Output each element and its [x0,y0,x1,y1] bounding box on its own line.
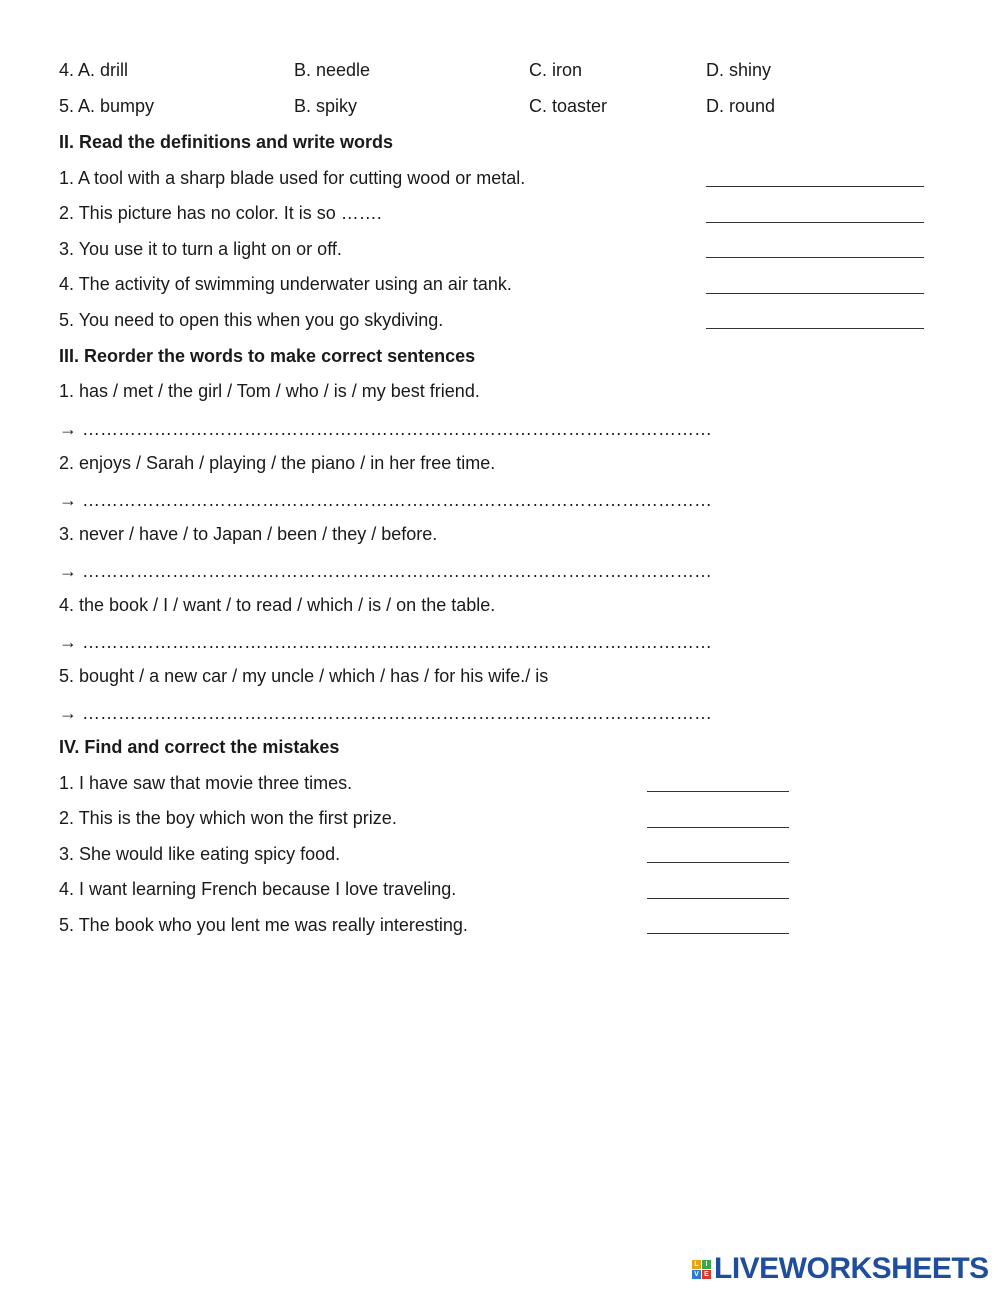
reorder-item: 2. enjoys / Sarah / playing / the piano / in her free time. [59,453,496,473]
reorder-answer-line[interactable]: → …………………………………………………………………………………………… [59,703,713,723]
mc-option-a: 4. A. drill [59,60,129,80]
mc-row-4 [0,60,1000,82]
reorder-item: 3. never / have / to Japan / been / they / before. [59,524,438,544]
section4-title: IV. Find and correct the mistakes [59,737,340,757]
reorder-answer-line[interactable]: → …………………………………………………………………………………………… [59,490,713,510]
mc-option-c: C. toaster [529,96,608,116]
mc-row-5 [0,96,1000,118]
reorder-item: 4. the book / I / want / to read / which / is / on the table. [59,595,496,615]
mistake-answer-blank[interactable] [647,933,789,934]
logo-block: L [692,1260,701,1269]
mistake-answer-blank[interactable] [647,827,789,828]
mistake-item: 4. I want learning French because I love traveling. [59,879,457,899]
definition-item: 4. The activity of swimming underwater using an air tank. [59,274,512,294]
reorder-answer-line[interactable]: → …………………………………………………………………………………………… [59,632,713,652]
mc-option-d: D. round [706,96,776,116]
definition-item: 5. You need to open this when you go skydiving. [59,310,444,330]
definition-item: 3. You use it to turn a light on or off. [59,239,342,259]
definition-answer-blank[interactable] [706,222,924,223]
mc-option-a: 5. A. bumpy [59,96,155,116]
liveworksheets-logo [692,1254,989,1284]
logo-block: I [702,1260,711,1269]
mistake-item: 3. She would like eating spicy food. [59,844,341,864]
logo-block: V [692,1270,701,1279]
reorder-answer-line[interactable]: → …………………………………………………………………………………………… [59,561,713,581]
mistake-answer-blank[interactable] [647,791,789,792]
mistake-item: 5. The book who you lent me was really interesting. [59,915,468,935]
mistake-item: 2. This is the boy which won the first prize. [59,808,397,828]
mc-option-b: B. needle [294,60,371,80]
definition-answer-blank[interactable] [706,293,924,294]
definition-answer-blank[interactable] [706,186,924,187]
mc-option-c: C. iron [529,60,583,80]
mistake-answer-blank[interactable] [647,862,789,863]
mc-option-d: D. shiny [706,60,772,80]
definition-item: 2. This picture has no color. It is so ……. [59,203,382,223]
mistake-answer-blank[interactable] [647,898,789,899]
definition-item: 1. A tool with a sharp blade used for cutting wood or metal. [59,168,526,188]
reorder-item: 1. has / met / the girl / Tom / who / is / my best friend. [59,381,480,401]
section2-title: II. Read the definitions and write words [59,132,394,152]
definition-answer-blank[interactable] [706,328,924,329]
reorder-item: 5. bought / a new car / my uncle / which / has / for his wife./ is [59,666,549,686]
section3-title: III. Reorder the words to make correct sentences [59,346,476,366]
reorder-answer-line[interactable]: → …………………………………………………………………………………………… [59,419,713,439]
mc-option-b: B. spiky [294,96,358,116]
logo-blocks-icon [692,1260,711,1279]
logo-text: LIVEWORKSHEETS [714,1252,989,1285]
definition-answer-blank[interactable] [706,257,924,258]
mistake-item: 1. I have saw that movie three times. [59,773,353,793]
logo-block: E [702,1270,711,1279]
